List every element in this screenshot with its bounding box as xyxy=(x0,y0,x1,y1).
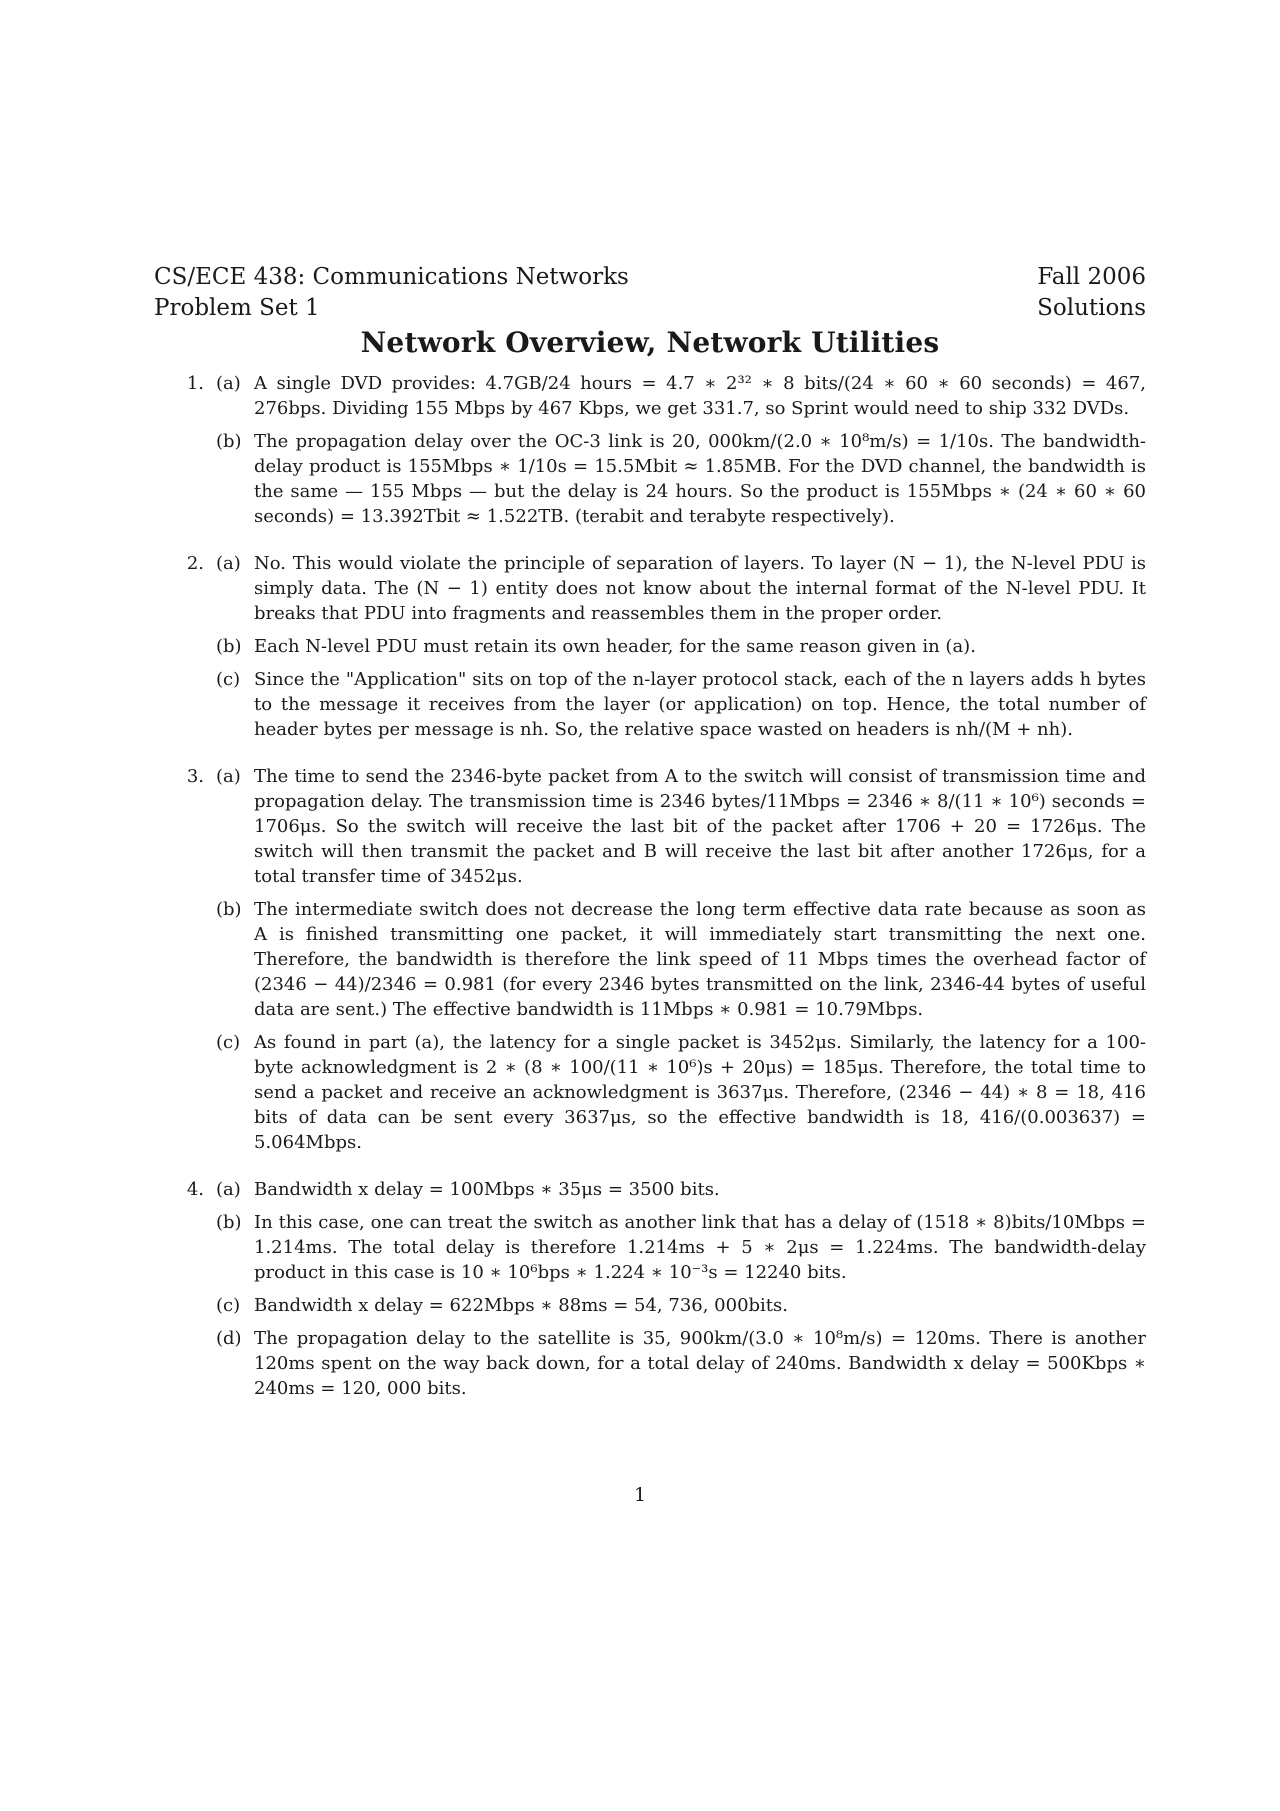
problem-number: 1. xyxy=(186,373,204,394)
part-label: (a) xyxy=(216,373,241,394)
part-label: (b) xyxy=(216,899,242,920)
problem-part xyxy=(216,371,1146,421)
problem-parts xyxy=(216,1177,1146,1409)
document-page xyxy=(154,262,1146,1423)
part-text: The intermediate switch does not decrease the long term effective data rate because as soon as A is finished transmitting one packet, it will immediately start transmitting the next one. Therefore, the bandwidth is therefore the link speed of 11 Mbps times the overhead factor of (2346 − 44)/2346 = 0.981 (for every 2346 bytes transmitted on the link, 2346-44 bytes of useful data are sent.) The effective bandwidth is 11Mbps ∗ 0.981 = 10.79Mbps. xyxy=(254,899,1146,1020)
part-text: A single DVD provides: 4.7GB/24 hours = 4.7 ∗ 2³² ∗ 8 bits/(24 ∗ 60 ∗ 60 seconds) = 467, 276bps. Dividing 155 Mbps by 467 Kbps, we get 331.7, so Sprint would need to ship 332 DVDs. xyxy=(254,373,1146,419)
part-label: (a) xyxy=(216,1179,241,1200)
problem-number: 2. xyxy=(186,553,204,574)
problem-3 xyxy=(154,764,1146,1163)
problem-parts xyxy=(216,371,1146,537)
problem-part xyxy=(216,1210,1146,1285)
problem-part xyxy=(216,667,1146,742)
part-text: Bandwidth x delay = 100Mbps ∗ 35μs = 3500 bits. xyxy=(254,1179,720,1200)
problem-list xyxy=(154,371,1146,1409)
problem-part xyxy=(216,551,1146,626)
part-text: In this case, one can treat the switch as another link that has a delay of (1518 ∗ 8)bits/10Mbps = 1.214ms. The total delay is therefore 1.214ms + 5 ∗ 2μs = 1.224ms. The bandwidth-delay product in this case is 10 ∗ 10⁶bps ∗ 1.224 ∗ 10⁻³s = 12240 bits. xyxy=(254,1212,1146,1283)
document-header xyxy=(154,262,1146,324)
page-number: 1 xyxy=(633,1484,647,1506)
part-text: Each N-level PDU must retain its own header, for the same reason given in (a). xyxy=(254,636,976,657)
problem-part xyxy=(216,634,1146,659)
header-right xyxy=(1037,262,1146,324)
solutions-label: Solutions xyxy=(1037,295,1146,321)
problem-number: 4. xyxy=(186,1179,204,1200)
course-title: CS/ECE 438: Communications Networks xyxy=(154,264,629,290)
problem-set-label: Problem Set 1 xyxy=(154,295,320,321)
problem-part xyxy=(216,1177,1146,1202)
problem-part xyxy=(216,1030,1146,1155)
part-text: Bandwidth x delay = 622Mbps ∗ 88ms = 54, 736, 000bits. xyxy=(254,1295,788,1316)
part-label: (c) xyxy=(216,669,241,690)
part-label: (a) xyxy=(216,553,241,574)
part-label: (b) xyxy=(216,636,242,657)
term-label: Fall 2006 xyxy=(1037,264,1146,290)
header-left xyxy=(154,262,629,324)
part-label: (c) xyxy=(216,1295,241,1316)
part-label: (a) xyxy=(216,766,241,787)
part-label: (b) xyxy=(216,431,242,452)
problem-2 xyxy=(154,551,1146,750)
problem-part xyxy=(216,764,1146,889)
problem-number: 3. xyxy=(186,766,204,787)
part-text: The propagation delay to the satellite is 35, 900km/(3.0 ∗ 10⁸m/s) = 120ms. There is another 120ms spent on the way back down, for a total delay of 240ms. Bandwidth x delay = 500Kbps ∗ 240ms = 120, 000 bits. xyxy=(254,1328,1146,1399)
part-text: The propagation delay over the OC-3 link is 20, 000km/(2.0 ∗ 10⁸m/s) = 1/10s. The bandwidth-delay product is 155Mbps ∗ 1/10s = 15.5Mbit ≈ 1.85MB. For the DVD channel, the bandwidth is the same — 155 Mbps — but the delay is 24 hours. So the product is 155Mbps ∗ (24 ∗ 60 ∗ 60 seconds) = 13.392Tbit ≈ 1.522TB. (terabit and terabyte respectively). xyxy=(254,431,1146,527)
part-label: (b) xyxy=(216,1212,242,1233)
part-label: (d) xyxy=(216,1328,242,1349)
problem-part xyxy=(216,1326,1146,1401)
problem-part xyxy=(216,429,1146,529)
page-title: Network Overview, Network Utilities xyxy=(360,326,940,359)
problem-part xyxy=(216,897,1146,1022)
problem-part xyxy=(216,1293,1146,1318)
problem-parts xyxy=(216,764,1146,1163)
part-text: No. This would violate the principle of separation of layers. To layer (N − 1), the N-level PDU is simply data. The (N − 1) entity does not know about the internal format of the N-level PDU. It breaks that PDU into fragments and reassembles them in the proper order. xyxy=(254,553,1146,624)
problem-parts xyxy=(216,551,1146,750)
part-text: Since the "Application" sits on top of the n-layer protocol stack, each of the n layers adds h bytes to the message it receives from the layer (or application) on top. Hence, the total number of header bytes per message is nh. So, the relative space wasted on headers is nh/(M + nh). xyxy=(254,669,1146,740)
part-label: (c) xyxy=(216,1032,241,1053)
problem-4 xyxy=(154,1177,1146,1409)
problem-1 xyxy=(154,371,1146,537)
part-text: As found in part (a), the latency for a single packet is 3452μs. Similarly, the latency for a 100-byte acknowledgment is 2 ∗ (8 ∗ 100/(11 ∗ 10⁶)s + 20μs) = 185μs. Therefore, the total time to send a packet and receive an acknowledgment is 3637μs. Therefore, (2346 − 44) ∗ 8 = 18, 416 bits of data can be sent every 3637μs, so the effective bandwidth is 18, 416/(0.003637) = 5.064Mbps. xyxy=(254,1032,1146,1153)
part-text: The time to send the 2346-byte packet from A to the switch will consist of transmission time and propagation delay. The transmission time is 2346 bytes/11Mbps = 2346 ∗ 8/(11 ∗ 10⁶) seconds = 1706μs. So the switch will receive the last bit of the packet after 1706 + 20 = 1726μs. The switch will then transmit the packet and B will receive the last bit after another 1726μs, for a total transfer time of 3452μs. xyxy=(254,766,1146,887)
